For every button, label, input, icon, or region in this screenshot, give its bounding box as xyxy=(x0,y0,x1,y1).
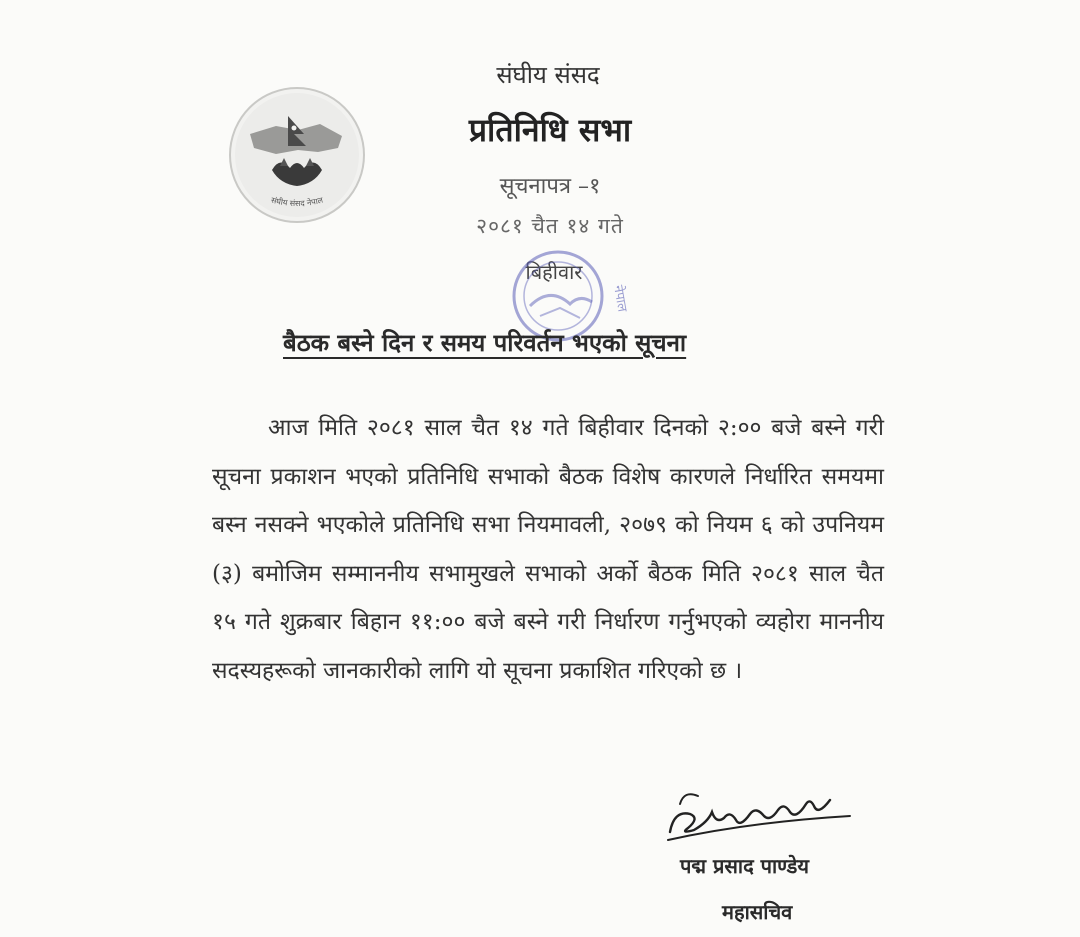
notice-date: २०८१ चैत १४ गते xyxy=(476,214,624,238)
stamp-text: नेपाल xyxy=(610,284,630,314)
notice-body: आज मिति २०८१ साल चैत १४ गते बिहीवार दिनको २:०० बजे बस्ने गरी सूचना प्रकाशन भएको प्रतिनिधि सभाको बैठक विशेष कारणले निर्धारित समयमा बस्न नसक्ने भएकोले प्रतिनिधि सभा नियमावली, २०७९ को नियम ६ को उपनियम (३) बमोजिम सम्माननीय सभामुखले सभाको अर्को बैठक मिति २०८१ साल चैत १५ गते शुक्रबार बिहान ११:०० बजे बस्ने गरी निर्धारण गर्नुभएको व्यहोरा माननीय सदस्यहरूको जानकारीको लागि यो सूचना प्रकाशित गरिएको छ । xyxy=(212,415,884,684)
house-title: प्रतिनिधि सभा xyxy=(468,111,632,149)
signatory-name: पद्म प्रसाद पाण्डेय xyxy=(680,854,809,878)
parliament-title: संघीय संसद xyxy=(496,61,600,89)
notice-subject: बैठक बस्ने दिन र समय परिवर्तन भएको सूचना xyxy=(283,328,687,357)
notice-weekday: बिहीवार xyxy=(525,260,583,284)
signature-icon xyxy=(660,770,860,850)
notice-number: सूचनापत्र –१ xyxy=(499,174,601,199)
handwritten-signature xyxy=(660,770,860,850)
signatory-title: महासचिव xyxy=(722,900,793,924)
emblem-caption: संघीय संसद नेपाल xyxy=(270,195,324,209)
parliament-emblem xyxy=(228,86,366,224)
emblem-seal-icon xyxy=(228,86,366,224)
